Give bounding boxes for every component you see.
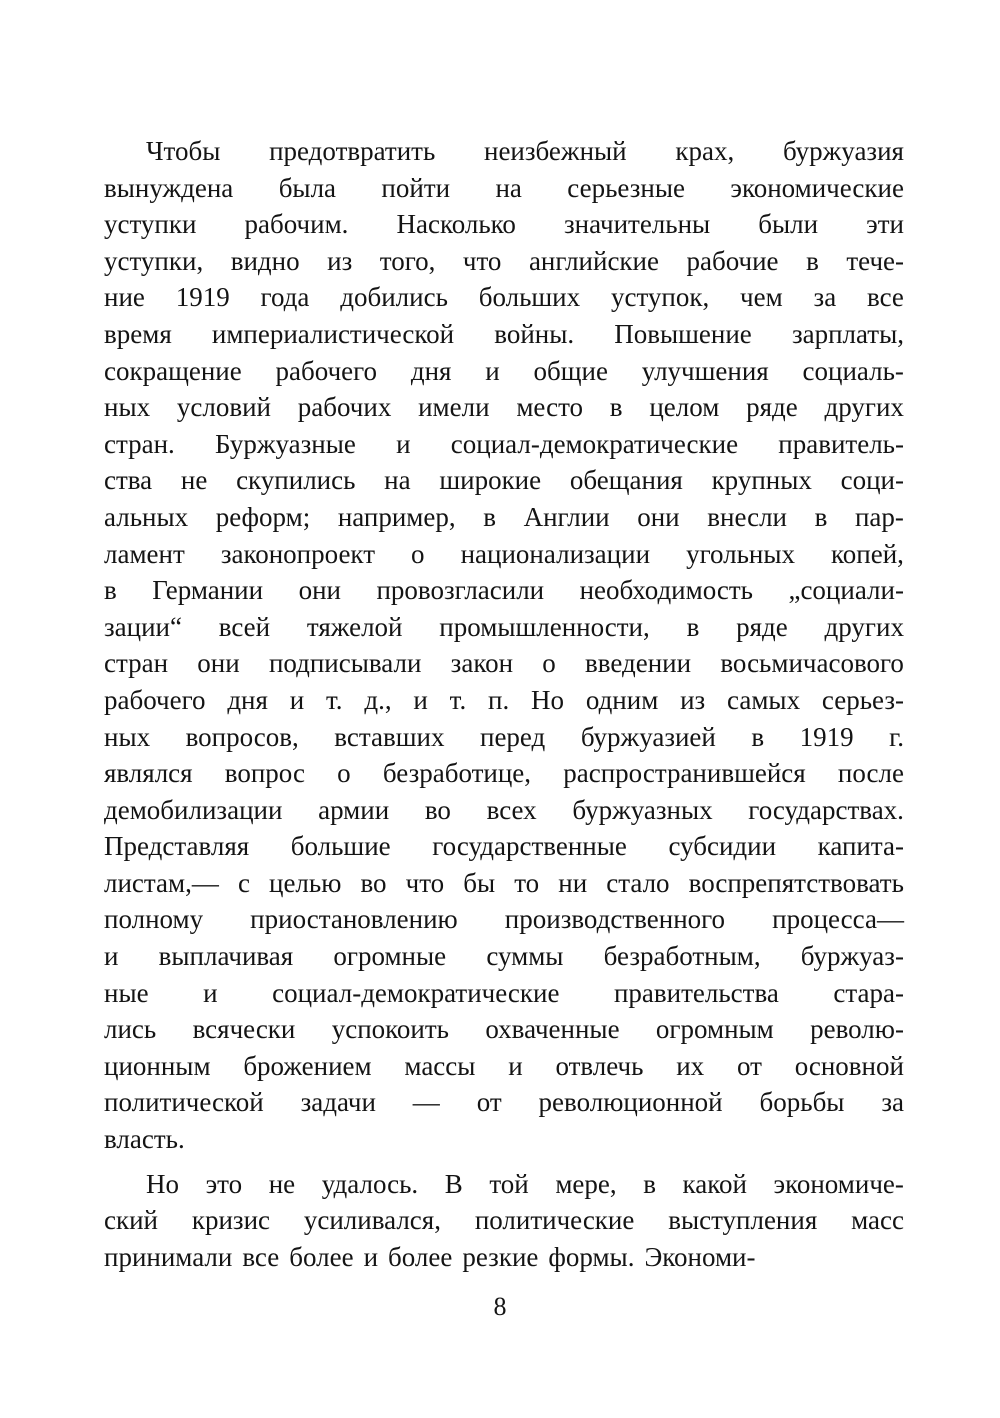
word: что bbox=[405, 867, 445, 898]
word: суммы bbox=[486, 941, 564, 972]
word: самых bbox=[727, 684, 801, 715]
word: Повышение bbox=[614, 318, 752, 349]
page-body bbox=[104, 133, 904, 1275]
word: о bbox=[411, 538, 425, 569]
word: условий bbox=[176, 392, 271, 423]
word: уступок, bbox=[610, 282, 710, 313]
word: из bbox=[327, 245, 353, 276]
word: буржуазией bbox=[580, 721, 716, 752]
text-line bbox=[104, 462, 904, 499]
word: Англии bbox=[523, 501, 610, 532]
text-line bbox=[104, 426, 904, 463]
word: место bbox=[516, 392, 584, 423]
word: стран bbox=[104, 648, 169, 679]
word: серьез- bbox=[821, 684, 904, 715]
word: т. bbox=[326, 684, 343, 715]
word: воспрепятствовать bbox=[688, 867, 904, 898]
word: Чтобы bbox=[146, 136, 221, 166]
word: приостановлению bbox=[250, 904, 458, 935]
text-line bbox=[104, 609, 904, 646]
page-number: 8 bbox=[493, 1292, 507, 1321]
word: безработице, bbox=[382, 758, 532, 789]
word: резкие bbox=[462, 1241, 539, 1272]
word: империалистической bbox=[211, 318, 455, 349]
text-line bbox=[104, 719, 904, 756]
word: введении bbox=[585, 648, 692, 679]
word: их bbox=[676, 1050, 705, 1081]
paragraph-1 bbox=[104, 133, 904, 1158]
word: в bbox=[806, 245, 819, 276]
word: стара- bbox=[833, 977, 904, 1008]
word: полному bbox=[104, 904, 204, 935]
word: распространившейся bbox=[563, 758, 806, 789]
word: с bbox=[237, 867, 250, 898]
word: уступки, bbox=[104, 245, 204, 276]
word: ряде bbox=[736, 611, 788, 642]
word: целью bbox=[269, 867, 342, 898]
word: масс bbox=[851, 1205, 904, 1236]
word: широкие bbox=[439, 465, 542, 496]
word: правительства bbox=[613, 977, 779, 1008]
word: — bbox=[412, 1087, 440, 1118]
word: зарплаты, bbox=[791, 318, 904, 349]
text-line bbox=[104, 755, 904, 792]
word: всех bbox=[486, 794, 537, 825]
word: сокращение bbox=[104, 355, 242, 386]
word: более bbox=[388, 1241, 453, 1272]
word: они bbox=[298, 575, 341, 606]
word: политической bbox=[104, 1087, 264, 1118]
word: в bbox=[643, 1168, 656, 1199]
word: ных bbox=[104, 721, 151, 752]
text-line bbox=[104, 316, 904, 353]
word: и bbox=[413, 684, 428, 715]
word: не bbox=[268, 1168, 296, 1199]
text-line bbox=[104, 645, 904, 682]
word: и bbox=[363, 1241, 379, 1272]
text-line bbox=[104, 1121, 904, 1158]
word: принимали bbox=[104, 1241, 233, 1272]
word: и bbox=[104, 941, 119, 972]
text-line bbox=[104, 1011, 904, 1048]
word: за bbox=[813, 282, 837, 313]
word: улучшения bbox=[641, 355, 769, 386]
word: т. bbox=[449, 684, 467, 715]
word: социал-демократические bbox=[450, 428, 739, 459]
word: ционным bbox=[104, 1050, 211, 1081]
word: в bbox=[751, 721, 765, 752]
text-line bbox=[104, 353, 904, 390]
word: вставших bbox=[334, 721, 445, 752]
text-line bbox=[104, 865, 904, 902]
word: Германии bbox=[152, 575, 264, 606]
word: массы bbox=[404, 1050, 476, 1081]
word: вопросов, bbox=[185, 721, 299, 752]
word: экономические bbox=[730, 172, 904, 203]
word: пойти bbox=[381, 172, 451, 203]
word: национализации bbox=[460, 538, 651, 569]
paragraph-gap bbox=[104, 1158, 904, 1166]
word: уступки bbox=[104, 209, 197, 240]
word: это bbox=[205, 1168, 243, 1199]
word: борьбы bbox=[759, 1087, 845, 1118]
word: отвлечь bbox=[555, 1050, 644, 1081]
text-line bbox=[104, 499, 904, 536]
word: промышленности, bbox=[439, 611, 650, 642]
word: Но bbox=[146, 1168, 179, 1199]
word: видно bbox=[230, 245, 300, 276]
word: рабочие bbox=[686, 245, 779, 276]
word: д., bbox=[364, 684, 392, 715]
word: реформ; bbox=[215, 501, 311, 532]
word: после bbox=[837, 758, 904, 789]
word: Представляя bbox=[104, 831, 250, 862]
word: 1919 bbox=[175, 282, 230, 313]
word: кризис bbox=[191, 1205, 271, 1236]
word: экономиче- bbox=[773, 1168, 904, 1199]
word: восьмичасового bbox=[720, 648, 904, 679]
word: от bbox=[476, 1087, 502, 1118]
word: ряде bbox=[746, 392, 798, 423]
word: от bbox=[736, 1050, 762, 1081]
word: во bbox=[424, 794, 451, 825]
word: дня bbox=[227, 684, 268, 715]
word: листам,— bbox=[104, 867, 219, 898]
word: не bbox=[180, 465, 208, 496]
word: ние bbox=[104, 282, 145, 313]
word: револю- bbox=[810, 1014, 904, 1045]
word: ламент bbox=[104, 538, 185, 569]
word: власть. bbox=[104, 1124, 185, 1155]
word: провозгласили bbox=[376, 575, 545, 606]
word: правитель- bbox=[778, 428, 904, 459]
text-line bbox=[104, 1166, 904, 1203]
text-line bbox=[104, 1084, 904, 1121]
word: целом bbox=[649, 392, 720, 423]
word: во bbox=[360, 867, 387, 898]
word: Буржуазные bbox=[215, 428, 356, 459]
word: всей bbox=[218, 611, 271, 642]
text-line bbox=[104, 1202, 904, 1239]
word: были bbox=[758, 209, 819, 240]
word: рабочего bbox=[275, 355, 378, 386]
word: других bbox=[824, 392, 904, 423]
word: была bbox=[278, 172, 337, 203]
word: серьезные bbox=[567, 172, 685, 203]
word: года bbox=[260, 282, 310, 313]
word: п. bbox=[488, 684, 510, 715]
text-line bbox=[104, 572, 904, 609]
word: тяжелой bbox=[306, 611, 403, 642]
word: ные bbox=[104, 977, 149, 1008]
word: буржуаз- bbox=[800, 941, 904, 972]
word: и bbox=[485, 355, 500, 386]
word: лись bbox=[104, 1014, 157, 1045]
word: стран. bbox=[104, 428, 175, 459]
word: „социали- bbox=[788, 575, 904, 606]
word: субсидии bbox=[668, 831, 777, 862]
word: из bbox=[680, 684, 706, 715]
word: и bbox=[203, 977, 218, 1008]
word: государственные bbox=[432, 831, 627, 862]
word: чем bbox=[740, 282, 783, 313]
word: более bbox=[289, 1241, 354, 1272]
word: внесли bbox=[707, 501, 788, 532]
word: пар- bbox=[854, 501, 904, 532]
word: в bbox=[686, 611, 700, 642]
word: соци- bbox=[840, 465, 904, 496]
text-line bbox=[104, 828, 904, 865]
text-line bbox=[104, 243, 904, 280]
word: большие bbox=[290, 831, 391, 862]
text-line bbox=[104, 206, 904, 243]
word: буржуазия bbox=[782, 136, 904, 166]
word: они bbox=[197, 648, 240, 679]
word: все bbox=[242, 1241, 280, 1272]
word: тече- bbox=[846, 245, 904, 276]
text-line bbox=[104, 536, 904, 573]
paragraph-2 bbox=[104, 1166, 904, 1276]
word: брожением bbox=[243, 1050, 372, 1081]
word: в bbox=[814, 501, 828, 532]
word: того, bbox=[379, 245, 436, 276]
word: о bbox=[542, 648, 556, 679]
word: усиливался, bbox=[303, 1205, 441, 1236]
word: ский bbox=[104, 1205, 158, 1236]
word: о bbox=[337, 758, 351, 789]
word: зации“ bbox=[104, 611, 182, 642]
word: угольных bbox=[686, 538, 795, 569]
word: альных bbox=[104, 501, 189, 532]
word: ства bbox=[104, 465, 153, 496]
word: вынуждена bbox=[104, 172, 234, 203]
word: являлся bbox=[104, 758, 193, 789]
word: неизбежный bbox=[484, 136, 627, 166]
word: революционной bbox=[538, 1087, 723, 1118]
word: одним bbox=[585, 684, 659, 715]
word: имели bbox=[418, 392, 490, 423]
word: перед bbox=[480, 721, 546, 752]
word: рабочего bbox=[104, 684, 206, 715]
word: скупились bbox=[236, 465, 356, 496]
word: бы bbox=[463, 867, 496, 898]
word: подписывали bbox=[268, 648, 422, 679]
word: крупных bbox=[711, 465, 812, 496]
word: выступления bbox=[668, 1205, 818, 1236]
word: что bbox=[462, 245, 502, 276]
word: войны. bbox=[494, 318, 575, 349]
word: на bbox=[384, 465, 411, 496]
word: мере, bbox=[555, 1168, 617, 1199]
word: других bbox=[824, 611, 904, 642]
word: вопрос bbox=[224, 758, 305, 789]
word: основной bbox=[794, 1050, 904, 1081]
word: г. bbox=[889, 721, 904, 752]
word: политические bbox=[474, 1205, 635, 1236]
word: огромным bbox=[655, 1014, 774, 1045]
word: больших bbox=[478, 282, 581, 313]
word: и bbox=[508, 1050, 523, 1081]
word: за bbox=[881, 1087, 904, 1118]
text-line bbox=[104, 389, 904, 426]
word: какой bbox=[682, 1168, 747, 1199]
word: и bbox=[289, 684, 305, 715]
word: капита- bbox=[817, 831, 904, 862]
word: безработным, bbox=[603, 941, 761, 972]
word: задачи bbox=[300, 1087, 376, 1118]
word: ных bbox=[104, 392, 151, 423]
word: и bbox=[396, 428, 411, 459]
word: добились bbox=[340, 282, 448, 313]
word: всячески bbox=[192, 1014, 296, 1045]
word: дня bbox=[410, 355, 452, 386]
word: формы. bbox=[548, 1241, 635, 1272]
text-line bbox=[104, 1048, 904, 1085]
word: демобилизации bbox=[104, 794, 283, 825]
word: эти bbox=[866, 209, 904, 240]
word: необходимость bbox=[579, 575, 753, 606]
word: процесса— bbox=[772, 904, 904, 935]
word: крах, bbox=[675, 136, 735, 166]
text-line bbox=[104, 975, 904, 1012]
word: рабочих bbox=[297, 392, 392, 423]
word: успокоить bbox=[331, 1014, 449, 1045]
word: ни bbox=[558, 867, 588, 898]
word: удалось. bbox=[321, 1168, 419, 1199]
word: социал-демократические bbox=[272, 977, 560, 1008]
word: например, bbox=[337, 501, 456, 532]
text-line bbox=[104, 170, 904, 207]
text-line bbox=[104, 133, 904, 170]
word: все bbox=[867, 282, 904, 313]
word: Но bbox=[531, 684, 565, 715]
word: на bbox=[495, 172, 522, 203]
word: рабочим. bbox=[244, 209, 349, 240]
text-line bbox=[104, 1239, 904, 1276]
word: копей, bbox=[831, 538, 904, 569]
word: выплачивая bbox=[158, 941, 294, 972]
word: буржуазных bbox=[572, 794, 713, 825]
word: в bbox=[609, 392, 623, 423]
word: в bbox=[104, 575, 117, 606]
text-line bbox=[104, 938, 904, 975]
word: Экономи- bbox=[644, 1241, 756, 1272]
word: предотвратить bbox=[269, 136, 436, 166]
word: той bbox=[489, 1168, 529, 1199]
word: значительны bbox=[563, 209, 711, 240]
word: производственного bbox=[504, 904, 726, 935]
word: Насколько bbox=[396, 209, 516, 240]
word: они bbox=[637, 501, 680, 532]
word: время bbox=[104, 318, 172, 349]
text-line bbox=[104, 682, 904, 719]
text-line bbox=[104, 792, 904, 829]
word: законопроект bbox=[220, 538, 375, 569]
word: армии bbox=[318, 794, 390, 825]
word: государствах. bbox=[748, 794, 904, 825]
word: огромные bbox=[333, 941, 447, 972]
word: в bbox=[483, 501, 496, 532]
word: социаль- bbox=[802, 355, 904, 386]
word: 1919 bbox=[799, 721, 854, 752]
word: то bbox=[514, 867, 540, 898]
text-line bbox=[104, 901, 904, 938]
word: общие bbox=[533, 355, 608, 386]
word: закон bbox=[450, 648, 514, 679]
word: охваченные bbox=[485, 1014, 620, 1045]
word: стало bbox=[606, 867, 670, 898]
word: английские bbox=[528, 245, 659, 276]
text-line bbox=[104, 279, 904, 316]
word: В bbox=[444, 1168, 463, 1199]
word: обещания bbox=[569, 465, 683, 496]
